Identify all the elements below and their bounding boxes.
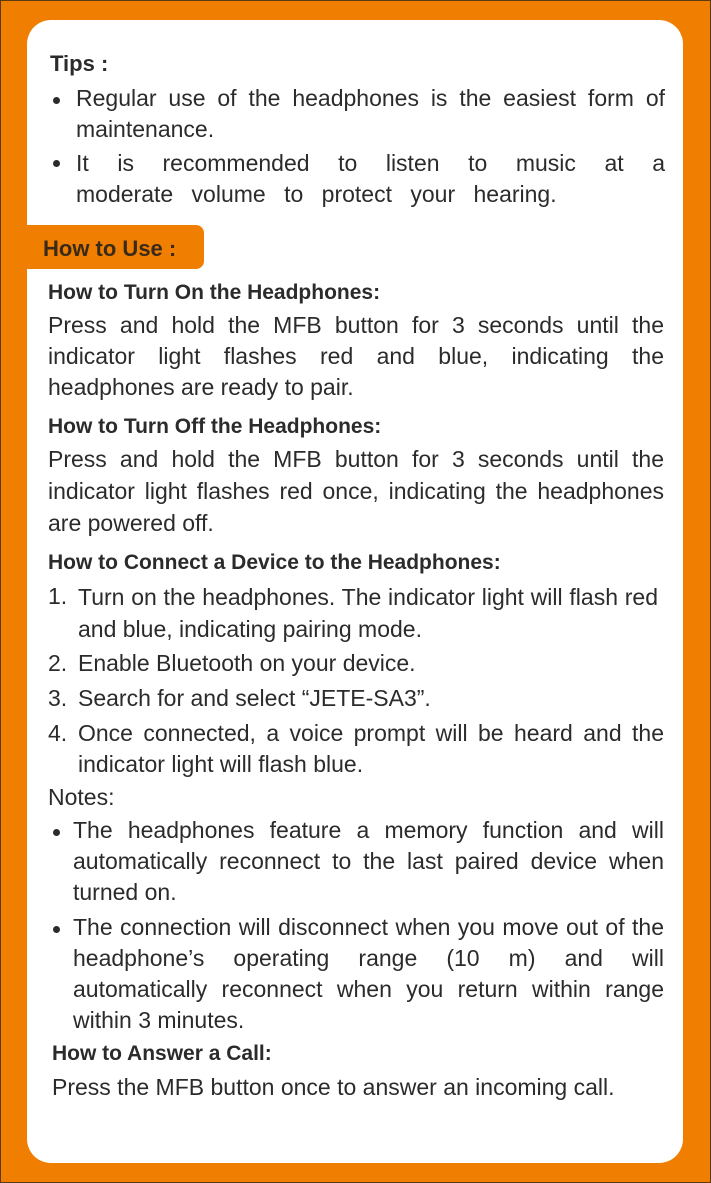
tips-item: It is recommended to listen to music at a moderate volume to protect your hearing. — [76, 150, 665, 207]
notes-label: Notes: — [48, 784, 115, 810]
step-text: Once connected, a voice prompt will be heard and the indicator light will flash blue. — [78, 720, 664, 777]
turn-on-heading: How to Turn On the Headphones: — [48, 281, 381, 304]
step-number: 1. — [48, 583, 68, 609]
notes-item: The connection will disconnect when you move out of the headphone’s operating range (10 m) and will automatically reconnect when you return within range within 3 minutes. — [73, 914, 664, 1033]
bullet-icon — [53, 160, 60, 167]
tips-item: Regular use of the headphones is the easiest form of maintenance. — [76, 85, 665, 142]
notes-item: The headphones feature a memory function and will automatically reconnect to the last paired device when turned on. — [73, 817, 664, 905]
turn-off-body: Press and hold the MFB button for 3 seconds until the indicator light flashes red once, indicating the headphones are powered off. — [48, 446, 664, 536]
how-to-use-tab — [27, 225, 204, 269]
tips-title: Tips : — [50, 51, 109, 76]
step-text: Search for and select “JETE-SA3”. — [78, 685, 431, 711]
bullet-icon — [53, 926, 60, 933]
how-to-use-label: How to Use : — [43, 236, 177, 261]
step-number: 2. — [48, 650, 68, 676]
turn-on-body: Press and hold the MFB button for 3 seconds until the indicator light flashes red and blue, indicating the headphones are ready to pair. — [48, 312, 664, 400]
step-text: Turn on the headphones. The indicator light will flash red and blue, indicating pairing mode. — [78, 584, 658, 642]
bullet-icon — [53, 97, 60, 104]
step-number: 4. — [48, 720, 68, 746]
step-text: Enable Bluetooth on your device. — [78, 650, 416, 676]
turn-off-heading: How to Turn Off the Headphones: — [48, 415, 382, 438]
connect-heading: How to Connect a Device to the Headphones: — [48, 551, 501, 574]
answer-call-heading: How to Answer a Call: — [52, 1042, 272, 1065]
step-number: 3. — [48, 685, 68, 711]
bullet-icon — [53, 829, 60, 836]
answer-call-body: Press the MFB button once to answer an incoming call. — [52, 1074, 615, 1100]
